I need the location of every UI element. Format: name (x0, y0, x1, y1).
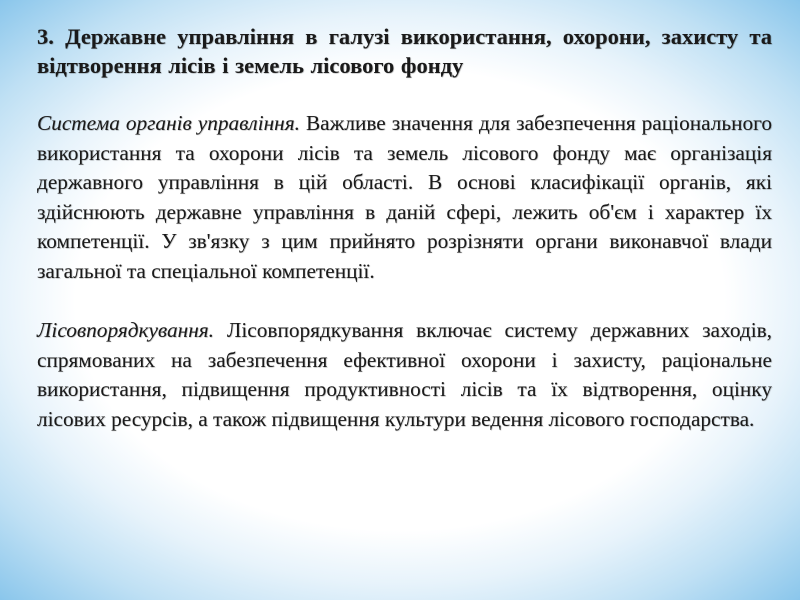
paragraph-body: Важливе значення для забезпечення раціонального використання та охорони лісів та земель лісового фонду має організація державного управління в цій області. В основі класифікації органів, які здійснюють державне управління в даній сфері, лежить об'єм і характер їх компетенції. У зв'язку з цим прийнято розрізняти органи виконавчої влади загальної та спеціальної компетенції. (37, 111, 773, 283)
paragraph-forest-management (37, 316, 772, 434)
paragraph-lead: Лісовпорядкування. (37, 318, 215, 342)
slide-title: 3. Державне управління в галузі використання, охорони, захисту та відтворення лісів і земель лісового фонду (37, 24, 772, 78)
paragraph-management-bodies (37, 109, 772, 286)
paragraph-body: Лісовпорядкування включає систему державних заходів, спрямованих на забезпечення ефективної охорони і захисту, раціональне використання, підвищення продуктивності лісів та їх відтворення, оцінку лісових ресурсів, а також підвищення культури ведення лісового господарства. (37, 318, 772, 431)
paragraph-lead: Система органів управління. (37, 111, 300, 135)
slide-content (37, 22, 772, 434)
